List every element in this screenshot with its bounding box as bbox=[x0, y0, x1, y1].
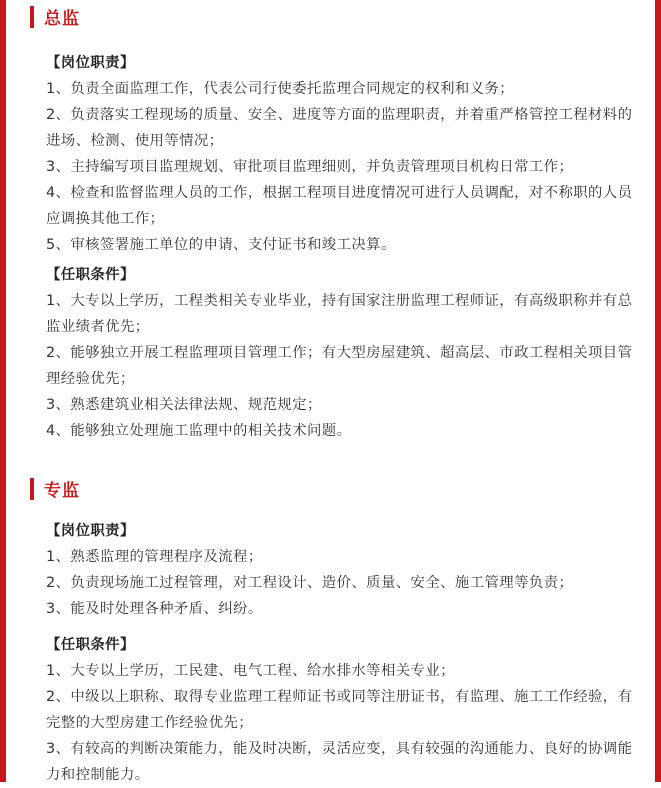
duty-label: 【岗位职责】 bbox=[46, 55, 135, 71]
duty-label: 【岗位职责】 bbox=[46, 523, 135, 539]
list-item: 1、大专以上学历，工程类相关专业毕业，持有国家注册监理工程师证，有高级职称并有总监业绩者优先； bbox=[46, 293, 633, 335]
requirement-label: 【任职条件】 bbox=[46, 637, 135, 653]
list-item: 3、能及时处理各种矛盾、纠纷。 bbox=[46, 601, 263, 617]
list-item: 5、审核签署施工单位的申请、支付证书和竣工决算。 bbox=[46, 237, 396, 253]
section-title: 专监 bbox=[44, 481, 80, 501]
section-accent-bar bbox=[30, 478, 34, 500]
list-item: 2、中级以上职称、取得专业监理工程师证书或同等注册证书，有监理、施工工作经验，有完整的大型房建工作经验优先； bbox=[46, 689, 633, 731]
list-item: 4、能够独立处理施工监理中的相关技术问题。 bbox=[46, 423, 352, 439]
list-item: 1、大专以上学历，工民建、电气工程、给水排水等相关专业； bbox=[46, 663, 455, 679]
list-item: 3、有较高的判断决策能力，能及时决断，灵活应变，具有较强的沟通能力、良好的协调能力和控制能力。 bbox=[46, 741, 633, 783]
section-accent-bar bbox=[30, 6, 34, 28]
list-item: 2、能够独立开展工程监理项目管理工作；有大型房屋建筑、超高层、市政工程相关项目管理经验优先； bbox=[46, 345, 633, 387]
list-item: 2、负责现场施工过程管理，对工程设计、造价、质量、安全、施工管理等负责； bbox=[46, 575, 574, 591]
list-item: 3、主持编写项目监理规划、审批项目监理细则，并负责管理项目机构日常工作； bbox=[46, 159, 574, 175]
requirement-block-specialist bbox=[46, 632, 636, 788]
list-item: 2、负责落实工程现场的质量、安全、进度等方面的监理职责，并着重严格管控工程材料的进场、检测、使用等情况； bbox=[46, 107, 633, 149]
section-title: 总监 bbox=[44, 9, 80, 29]
requirement-label: 【任职条件】 bbox=[46, 267, 135, 283]
list-item: 1、熟悉监理的管理程序及流程； bbox=[46, 549, 263, 565]
requirement-block-director bbox=[46, 262, 636, 444]
duty-block-director bbox=[46, 50, 636, 258]
list-item: 3、熟悉建筑业相关法律法规、规范规定； bbox=[46, 397, 322, 413]
section-header-specialist bbox=[30, 476, 80, 501]
list-item: 1、负责全面监理工作，代表公司行使委托监理合同规定的权利和义务； bbox=[46, 81, 515, 97]
list-item: 4、检查和监督监理人员的工作，根据工程项目进度情况可进行人员调配，对不称职的人员应调换其他工作； bbox=[46, 185, 633, 227]
section-header-director bbox=[30, 4, 80, 29]
duty-block-specialist bbox=[46, 518, 636, 622]
